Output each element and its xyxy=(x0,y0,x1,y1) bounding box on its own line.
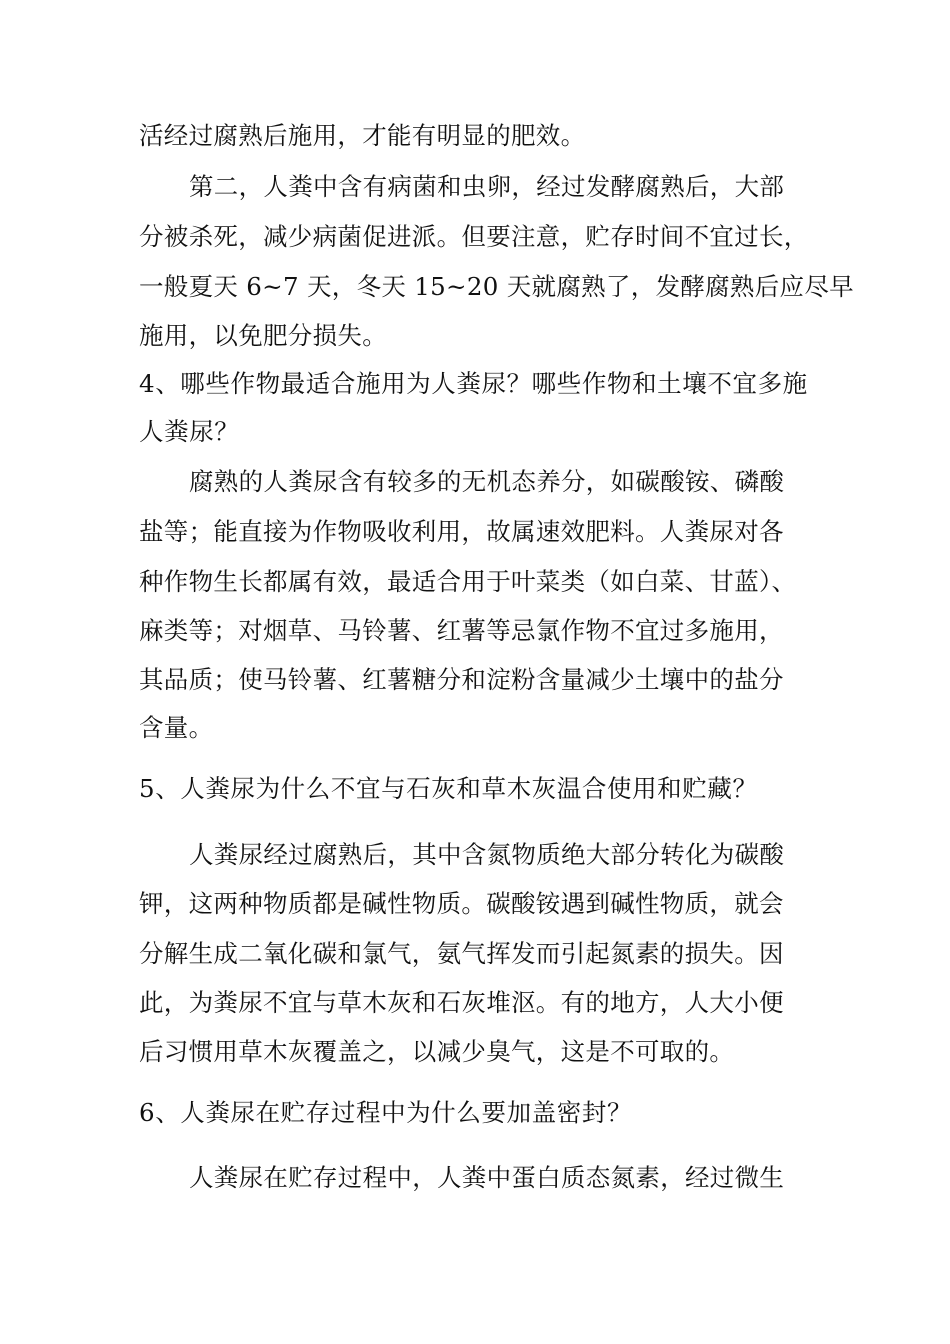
question-heading: 5、人粪尿为什么不宜与石灰和草木灰温合使用和贮藏？ xyxy=(139,774,758,803)
paragraph-line: 其品质；使马铃薯、红薯糖分和淀粉含量减少土壤中的盐分 xyxy=(139,665,784,694)
paragraph-line: 人粪尿在贮存过程中，人粪中蛋白质态氮素，经过微生 xyxy=(189,1163,785,1192)
paragraph-line: 盐等；能直接为作物吸收利用，故属速效肥料。人粪尿对各 xyxy=(139,517,784,546)
paragraph-line: 一般夏天 6~7 天，冬天 15~20 天就腐熟了，发酵腐熟后应尽早 xyxy=(139,272,854,301)
paragraph-line: 后习惯用草木灰覆盖之，以减少臭气，这是不可取的。 xyxy=(139,1037,735,1066)
paragraph-line: 施用，以免肥分损失。 xyxy=(139,321,387,350)
paragraph-line: 麻类等；对烟草、马铃薯、红薯等忌氯作物不宜过多施用， xyxy=(139,616,784,645)
paragraph-line: 种作物生长都属有效，最适合用于叶菜类（如白菜、甘蓝）、 xyxy=(139,567,797,596)
paragraph-line: 第二，人粪中含有病菌和虫卵，经过发酵腐熟后，大部 xyxy=(189,172,785,201)
paragraph-line: 分解生成二氧化碳和氯气，氨气挥发而引起氮素的损失。因 xyxy=(139,939,784,968)
question-heading: 人粪尿？ xyxy=(139,417,240,446)
paragraph-line: 含量。 xyxy=(139,713,214,742)
paragraph-line: 此，为粪尿不宜与草木灰和石灰堆沤。有的地方，人大小便 xyxy=(139,988,784,1017)
paragraph-line: 腐熟的人粪尿含有较多的无机态养分，如碳酸铵、磷酸 xyxy=(189,467,785,496)
paragraph-line: 分被杀死，减少病菌促进派。但要注意，贮存时间不宜过长， xyxy=(139,222,809,251)
paragraph-line: 钾，这两种物质都是碱性物质。碳酸铵遇到碱性物质，就会 xyxy=(139,889,784,918)
question-heading: 4、哪些作物最适合施用为人粪尿？哪些作物和土壤不宜多施 xyxy=(139,369,808,398)
paragraph-line: 人粪尿经过腐熟后，其中含氮物质绝大部分转化为碳酸 xyxy=(189,840,785,869)
paragraph-line: 活经过腐熟后施用，才能有明显的肥效。 xyxy=(139,121,586,150)
question-heading: 6、人粪尿在贮存过程中为什么要加盖密封？ xyxy=(139,1098,633,1127)
